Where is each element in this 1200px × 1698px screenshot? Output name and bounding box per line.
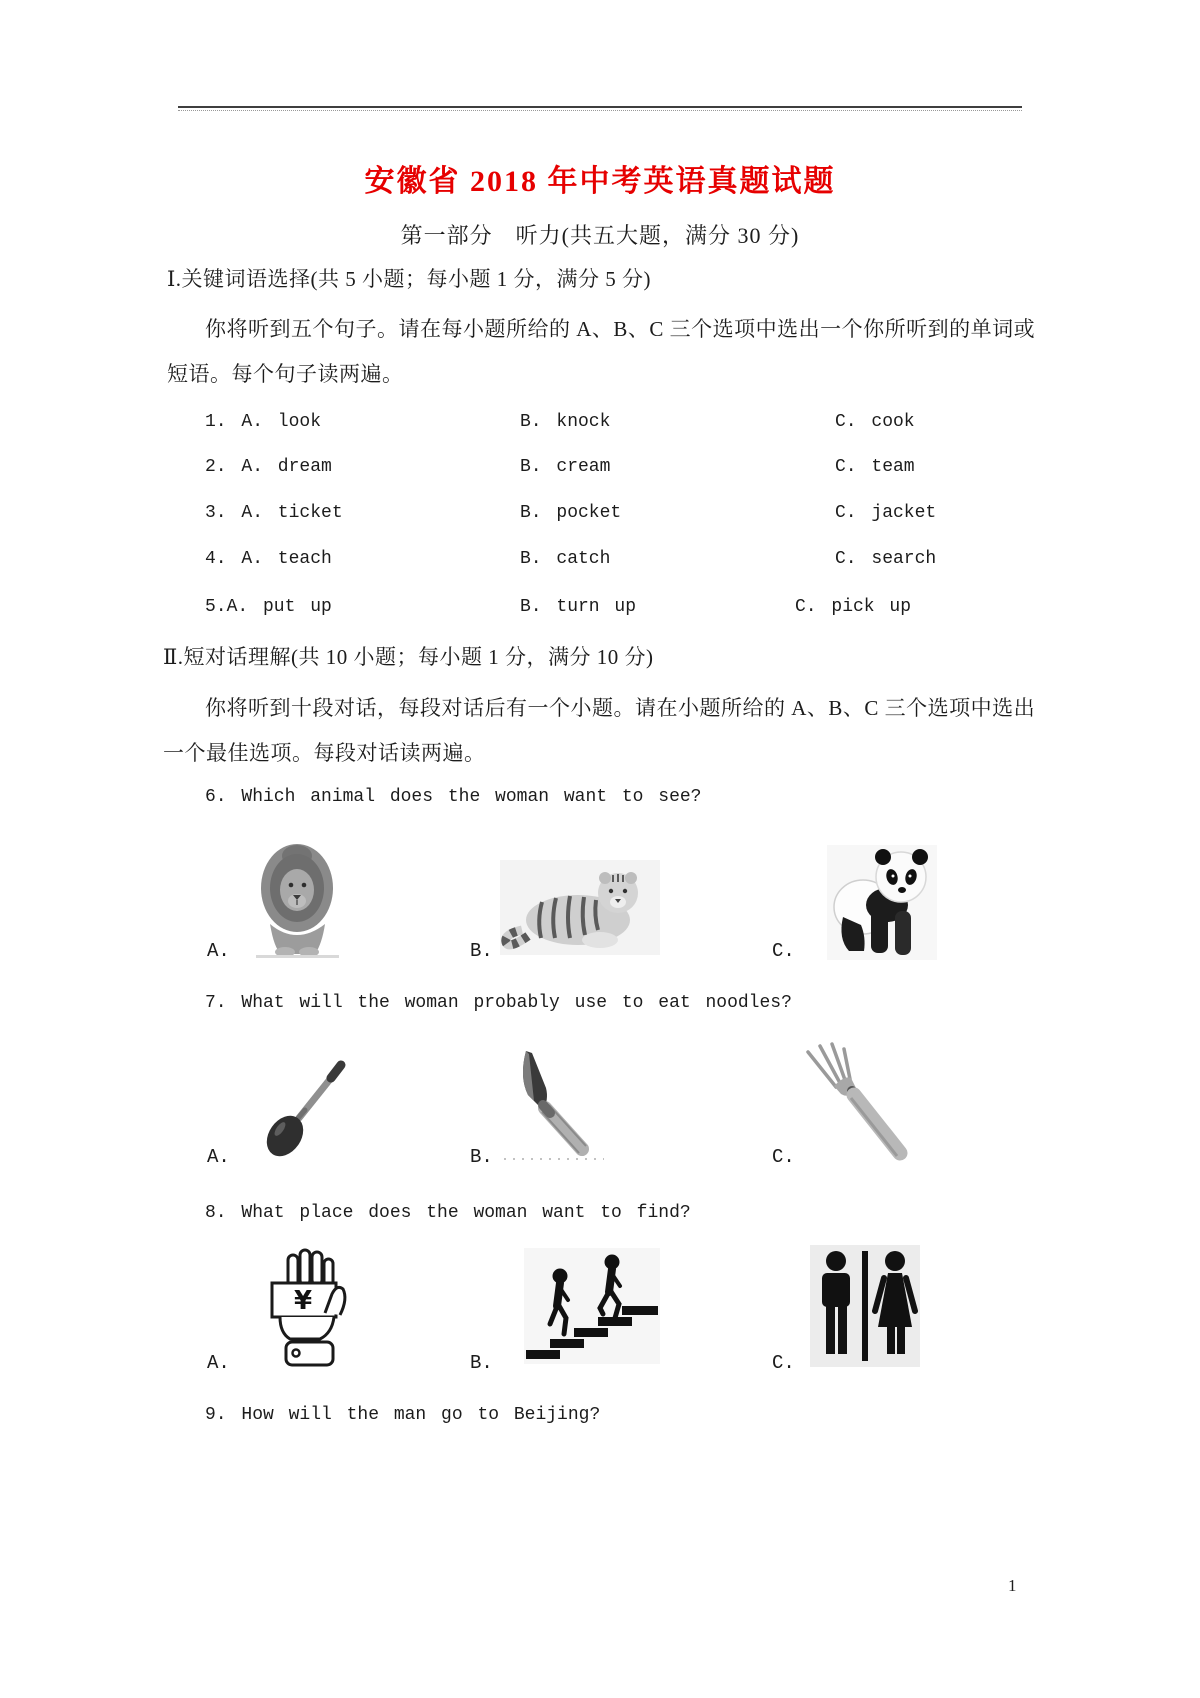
page-number: 1 bbox=[1008, 1576, 1017, 1595]
option-cell-b: B. catch bbox=[520, 549, 611, 569]
option-cell-b: B. pocket bbox=[520, 503, 622, 523]
section1-instruction-line2: 短语。每个句子读两遍。 bbox=[167, 362, 404, 386]
question-8-option-label-c: C. bbox=[772, 1352, 795, 1374]
section1-heading: Ⅰ.关键词语选择(共 5 小题；每小题 1 分，满分 5 分) bbox=[167, 267, 652, 291]
option-cell-c: C. team bbox=[835, 457, 915, 477]
option-cell-c: C. jacket bbox=[835, 503, 937, 523]
option-cell-c: C. search bbox=[835, 549, 937, 569]
option-cell-a: 1. A. look bbox=[205, 412, 322, 432]
knife-image bbox=[498, 1045, 610, 1165]
option-cell-a: 3. A. ticket bbox=[205, 503, 343, 523]
question-8-text: 8. What place does the woman want to find? bbox=[205, 1203, 691, 1223]
section2-instruction-line2: 一个最佳选项。每段对话读两遍。 bbox=[163, 741, 486, 765]
question-9-text: 9. How will the man go to Beijing? bbox=[205, 1405, 601, 1425]
staircase-icon bbox=[524, 1248, 660, 1364]
question-6-option-label-b: B. bbox=[470, 940, 493, 962]
option-cell-b: B. knock bbox=[520, 412, 611, 432]
option-cell-a: 2. A. dream bbox=[205, 457, 332, 477]
header-rule bbox=[178, 106, 1022, 111]
tiger-image bbox=[500, 860, 660, 955]
question-8-option-label-a: A. bbox=[207, 1352, 230, 1374]
option-cell-a: 4. A. teach bbox=[205, 549, 332, 569]
option-cell-c: C. cook bbox=[835, 412, 915, 432]
question-8-option-label-b: B. bbox=[470, 1352, 493, 1374]
section1-instruction-line1: 你将听到五个句子。请在每小题所给的 A、B、C 三个选项中选出一个你所听到的单词或 bbox=[205, 317, 1036, 341]
spoon-image bbox=[255, 1050, 355, 1162]
question-7-option-label-b: B. bbox=[470, 1146, 493, 1168]
fork-image bbox=[800, 1042, 918, 1168]
question-7-option-label-c: C. bbox=[772, 1146, 795, 1168]
option-cell-b: B. cream bbox=[520, 457, 611, 477]
section2-heading: Ⅱ.短对话理解(共 10 小题；每小题 1 分，满分 10 分) bbox=[163, 645, 654, 669]
question-7-option-label-a: A. bbox=[207, 1146, 230, 1168]
part1-heading: 第一部分 听力(共五大题，满分 30 分) bbox=[400, 223, 800, 248]
question-6-option-label-a: A. bbox=[207, 940, 230, 962]
yuan-symbol: ¥ bbox=[294, 1286, 313, 1316]
question-6-text: 6. Which animal does the woman want to see? bbox=[205, 787, 702, 807]
document-title: 安徽省 2018 年中考英语真题试题 bbox=[364, 165, 836, 198]
option-cell-c: C. pick up bbox=[795, 597, 912, 617]
option-cell-a: 5.A. put up bbox=[205, 597, 332, 617]
restroom-icon bbox=[810, 1245, 920, 1367]
section2-instruction-line1: 你将听到十段对话，每段对话后有一个小题。请在小题所给的 A、B、C 三个选项中选出 bbox=[205, 696, 1036, 720]
question-6-option-label-c: C. bbox=[772, 940, 795, 962]
option-cell-b: B. turn up bbox=[520, 597, 637, 617]
lion-image bbox=[250, 838, 345, 958]
panda-image bbox=[827, 845, 937, 960]
money-in-hand-icon bbox=[262, 1245, 358, 1371]
question-7-text: 7. What will the woman probably use to eat noodles? bbox=[205, 993, 792, 1013]
